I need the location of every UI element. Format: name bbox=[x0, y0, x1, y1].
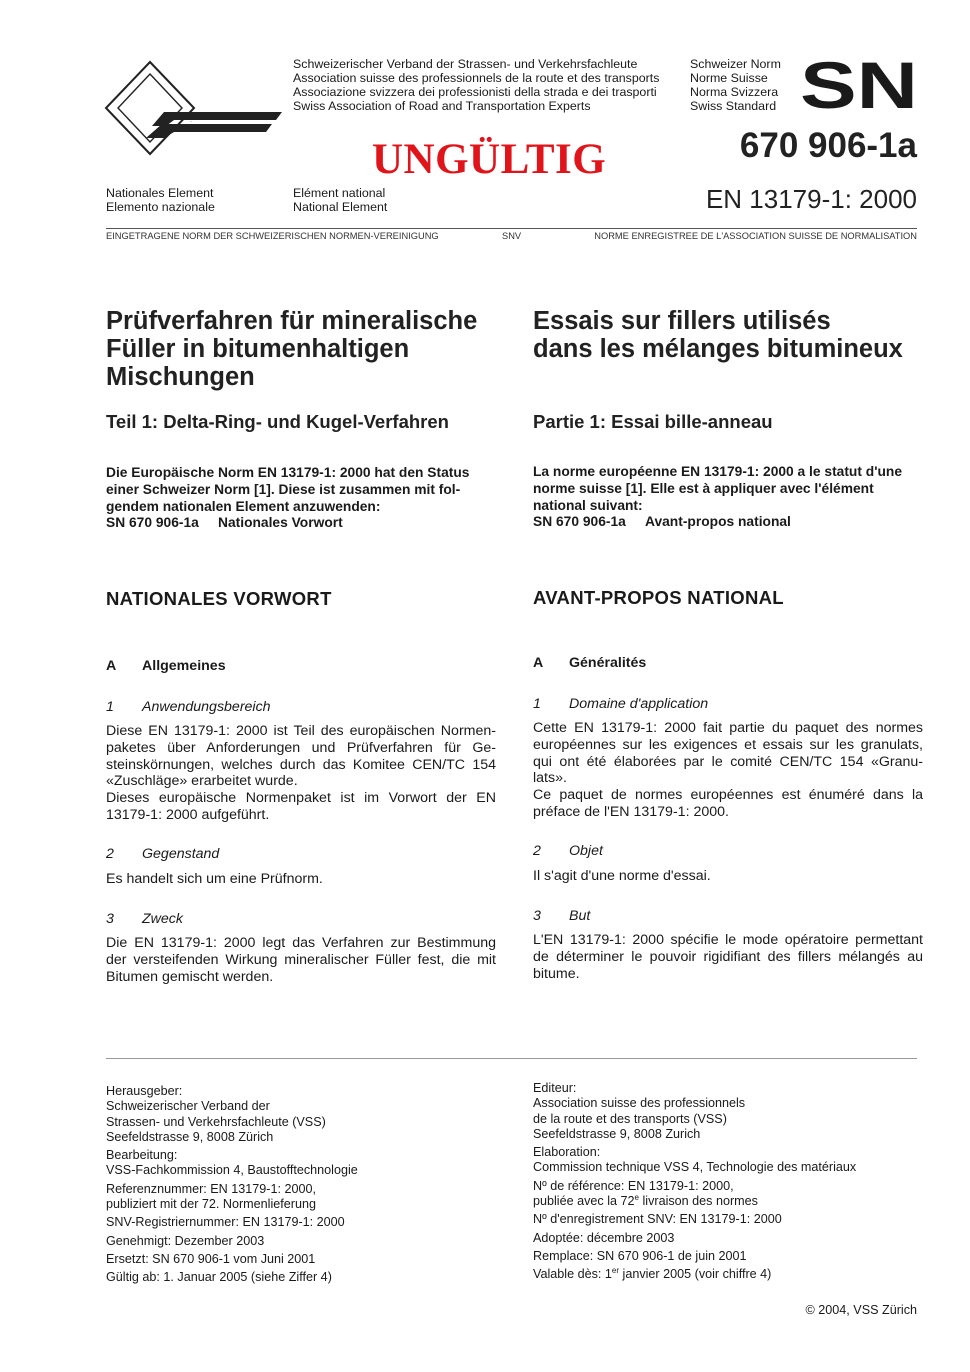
element-label-de: Nationales Element Elemento nazionale bbox=[106, 186, 215, 214]
foreword-heading-de: NATIONALES VORWORT bbox=[106, 588, 332, 609]
foreword-heading-fr: AVANT-PROPOS NATIONAL bbox=[533, 587, 784, 608]
header-divider bbox=[106, 228, 917, 229]
subsection-2-text-fr: Il s'agit d'une norme d'essai. bbox=[533, 868, 711, 884]
subsection-1-title-de: 1 Anwendungsbereich bbox=[106, 699, 271, 715]
norm-number: 670 906-1a bbox=[739, 126, 917, 165]
subtitle-de: Teil 1: Delta-Ring- und Kugel-Verfahren bbox=[106, 411, 449, 432]
section-a-de: A Allgemeines bbox=[106, 658, 226, 674]
en-number: EN 13179-1: 2000 bbox=[705, 184, 917, 214]
vss-logo bbox=[104, 60, 284, 156]
element-label-fr: Elément national National Element bbox=[293, 186, 388, 214]
subsection-3-text-de: Die EN 13179-1: 2000 legt das Verfahren zur Bestimmung der versteifenden Wirkung mineralischer Füller fest, die mit Bitumen gemischt werden. bbox=[106, 935, 496, 985]
subsection-3-text-fr: L'EN 13179-1: 2000 spécifie le mode opératoire permettant de déterminer le pouvoir rigidifiant des fillers mélangés au bitume. bbox=[533, 932, 923, 982]
vss-logo-text: VSS bbox=[190, 122, 193, 123]
subsection-2-text-de: Es handelt sich um eine Prüfnorm. bbox=[106, 871, 323, 887]
sn-logo bbox=[800, 60, 918, 110]
subsection-3-title-fr: 3 But bbox=[533, 908, 591, 924]
invalid-stamp: UNGÜLTIG bbox=[372, 136, 607, 183]
sn-logo-text: SN bbox=[800, 60, 918, 110]
subsection-3-title-de: 3 Zweck bbox=[106, 911, 183, 927]
status-fr: La norme européenne EN 13179-1: 2000 a le statut d'une norme suisse [1]. Elle est à appliquer avec l'élément national suivant: SN 670 906-1a Avant-propos national bbox=[533, 464, 903, 530]
imprint-fr: Editeur: Association suisse des professionnels de la route et des transports (VSS) Seefeldstrasse 9, 8008 Zurich Elaboration: Commission technique VSS 4, Technologie des matériaux Nº de référence: EN 13179-1: 2000, publiée avec la 72e livraison des normes Nº d'enregistrement SNV: EN 13179-1: 2000 Adoptée: décembre 2003 Remplace: SN 670 906-1 de juin 2001 Valable dès: 1er janvier 2005 (voir chiffre 4) bbox=[533, 1081, 857, 1282]
section-a-fr: A Généralités bbox=[533, 655, 647, 671]
subsection-1-text-de: Diese EN 13179-1: 2000 ist Teil des europäischen Normen-paketes über Anforderungen und Prüfverfahren für Ge-steinskörnungen, welches durch das Komitee CEN/TC 154 «Zuschläge» erarbeitet wurde. Dieses europäische Normenpaket ist im Vorwort der EN 13179-1: 2000 aufgeführt. bbox=[106, 723, 496, 823]
title-de: Prüfverfahren für mineralische Füller in bitumenhaltigen Mischungen bbox=[106, 307, 478, 391]
norm-type-names: Schweizer Norm Norme Suisse Norma Svizzera Swiss Standard bbox=[690, 57, 781, 113]
subsection-1-text-fr: Cette EN 13179-1: 2000 fait partie du paquet des normes européennes sur les exigences et essais sur les granulats, qui ont été élaborées par le comité CEN/TC 154 «Granu-lats». Ce paquet de normes européennes est énuméré dans la préface de l'EN 13179-1: 2000. bbox=[533, 720, 923, 820]
title-fr: Essais sur fillers utilisés dans les mélanges bitumineux bbox=[533, 307, 903, 363]
copyright: © 2004, VSS Zürich bbox=[805, 1303, 917, 1317]
subsection-2-title-de: 2 Gegenstand bbox=[106, 846, 220, 862]
association-names: Schweizerischer Verband der Strassen- und Verkehrsfachleute Association suisse des professionnels de la route et des transports Associazione svizzera dei professionisti della strada e dei trasporti Swiss Association of Road and Transportation Experts bbox=[293, 57, 660, 113]
status-de: Die Europäische Norm EN 13179-1: 2000 hat den Status einer Schweizer Norm [1]. Diese ist zusammen mit fol- gendem nationalen Element anzuwenden: SN 670 906-1a Nationales Vorwort bbox=[106, 465, 470, 531]
imprint-de: Herausgeber: Schweizerischer Verband der Strassen- und Verkehrsfachleute (VSS) Seefeldstrasse 9, 8008 Zürich Bearbeitung: VSS-Fachkommission 4, Baustofftechnologie Referenznummer: EN 13179-1: 2000, publiziert mit der 72. Normenlieferung SNV-Registriernummer: EN 13179-1: 2000 Genehmigt: Dezember 2003 Ersetzt: SN 670 906-1 vom Juni 2001 Gültig ab: 1. Januar 2005 (siehe Ziffer 4) bbox=[106, 1084, 358, 1285]
subsection-2-title-fr: 2 Objet bbox=[533, 843, 603, 859]
subsection-1-title-fr: 1 Domaine d'application bbox=[533, 696, 709, 712]
footer-divider bbox=[106, 1058, 917, 1059]
subtitle-fr: Partie 1: Essai bille-anneau bbox=[533, 411, 773, 432]
